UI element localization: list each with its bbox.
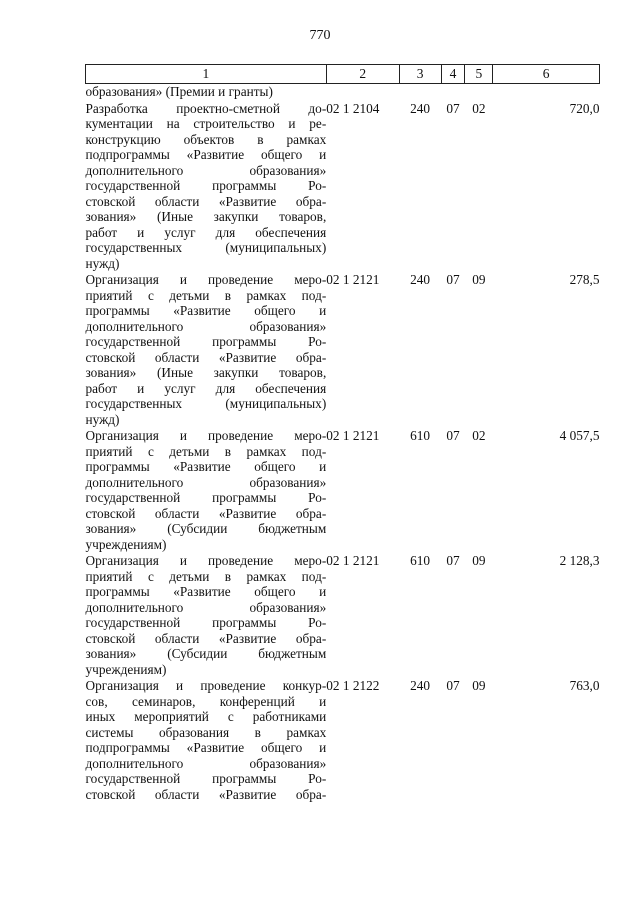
amount: 720,0 bbox=[569, 100, 600, 116]
row-description bbox=[86, 677, 327, 802]
target-article-code: 02 1 2121 bbox=[326, 428, 380, 443]
section-code: 07 bbox=[446, 553, 460, 568]
description-line: системы образования в рамках bbox=[85, 724, 327, 740]
table-row bbox=[86, 677, 600, 802]
section-code: 07 bbox=[446, 272, 460, 287]
description-line: подпрограммы «Развитие общего и bbox=[85, 147, 327, 162]
column-header-3: 3 bbox=[399, 65, 441, 84]
description-line: приятий с детьми в рамках под- bbox=[85, 568, 327, 584]
description-line: программы «Развитие общего и bbox=[85, 459, 327, 474]
expense-type-code: 240 bbox=[410, 272, 431, 287]
description-line: работ и услуг для обеспечения bbox=[85, 380, 327, 396]
description-line: нужд) bbox=[85, 255, 120, 271]
continuation-text: образования» (Премии и гранты) bbox=[85, 84, 273, 99]
amount: 4 057,5 bbox=[559, 428, 600, 443]
description-line: дополнительного образования» bbox=[85, 755, 327, 771]
description-line: государственной программы Ро- bbox=[85, 490, 327, 505]
description-line: учреждениям) bbox=[85, 661, 167, 677]
column-header-2: 2 bbox=[326, 65, 399, 84]
column-header-1: 1 bbox=[86, 65, 327, 84]
description-line: государственной программы Ро- bbox=[85, 178, 327, 193]
subsection-code: 09 bbox=[472, 678, 486, 693]
amount: 278,5 bbox=[569, 272, 600, 287]
table-row bbox=[86, 271, 600, 427]
description-line: зования» (Субсидии бюджетным bbox=[85, 646, 327, 661]
target-article-code: 02 1 2104 bbox=[326, 100, 380, 116]
description-line: кументации на строительство и ре- bbox=[85, 116, 327, 131]
description-line: Организация и проведение меро- bbox=[85, 553, 327, 568]
row-description bbox=[86, 271, 327, 427]
description-line: стовской области «Развитие обра- bbox=[85, 630, 327, 646]
table-row bbox=[86, 100, 600, 272]
amount: 2 128,3 bbox=[559, 553, 600, 568]
description-line: дополнительного образования» bbox=[85, 162, 327, 178]
description-line: стовской области «Развитие обра- bbox=[85, 505, 327, 521]
column-header-6: 6 bbox=[493, 65, 600, 84]
column-header-5: 5 bbox=[465, 65, 493, 84]
continuation-row bbox=[86, 84, 600, 100]
description-line: государственных (муниципальных) bbox=[85, 396, 327, 411]
description-line: учреждениям) bbox=[85, 536, 167, 552]
row-description bbox=[86, 427, 327, 552]
section-code: 07 bbox=[446, 428, 460, 443]
description-line: государственных (муниципальных) bbox=[85, 240, 327, 255]
subsection-code: 09 bbox=[472, 272, 486, 287]
description-line: сов, семинаров, конференций и bbox=[85, 693, 327, 709]
column-header-4: 4 bbox=[441, 65, 465, 84]
description-line: работ и услуг для обеспечения bbox=[85, 224, 327, 240]
description-line: дополнительного образования» bbox=[85, 318, 327, 334]
description-line: нужд) bbox=[85, 411, 120, 427]
section-code: 07 bbox=[446, 100, 460, 116]
description-line: зования» (Иные закупки товаров, bbox=[85, 209, 327, 224]
description-line: стовской области «Развитие обра- bbox=[85, 786, 327, 802]
description-line: государственной программы Ро- bbox=[85, 334, 327, 349]
budget-table bbox=[85, 64, 600, 802]
expense-type-code: 240 bbox=[410, 678, 431, 693]
description-line: программы «Развитие общего и bbox=[85, 303, 327, 318]
description-line: Организация и проведение меро- bbox=[85, 272, 327, 287]
description-line: программы «Развитие общего и bbox=[85, 584, 327, 599]
description-line: государственной программы Ро- bbox=[85, 615, 327, 630]
subsection-code: 02 bbox=[472, 428, 486, 443]
row-description bbox=[86, 552, 327, 677]
description-line: подпрограммы «Развитие общего и bbox=[85, 740, 327, 755]
table-row bbox=[86, 552, 600, 677]
description-line: приятий с детьми в рамках под- bbox=[85, 443, 327, 459]
subsection-code: 02 bbox=[472, 100, 486, 116]
expense-type-code: 240 bbox=[410, 100, 431, 116]
amount: 763,0 bbox=[569, 678, 600, 693]
description-line: Разработка проектно-сметной до- bbox=[85, 100, 327, 116]
subsection-code: 09 bbox=[472, 553, 486, 568]
target-article-code: 02 1 2121 bbox=[326, 553, 380, 568]
expense-type-code: 610 bbox=[410, 428, 431, 443]
description-line: дополнительного образования» bbox=[85, 474, 327, 490]
description-line: конструкцию объектов в рамках bbox=[85, 131, 327, 147]
page-number: 770 bbox=[309, 28, 331, 43]
description-line: государственной программы Ро- bbox=[85, 771, 327, 786]
description-line: иных мероприятий с работниками bbox=[85, 709, 327, 724]
description-line: дополнительного образования» bbox=[85, 599, 327, 615]
table-row bbox=[86, 427, 600, 552]
expense-type-code: 610 bbox=[410, 553, 431, 568]
description-line: зования» (Субсидии бюджетным bbox=[85, 521, 327, 536]
description-line: Организация и проведение меро- bbox=[85, 428, 327, 443]
section-code: 07 bbox=[446, 678, 460, 693]
description-line: зования» (Иные закупки товаров, bbox=[85, 365, 327, 380]
description-line: стовской области «Развитие обра- bbox=[85, 193, 327, 209]
row-description bbox=[86, 100, 327, 272]
description-line: стовской области «Развитие обра- bbox=[85, 349, 327, 365]
description-line: Организация и проведение конкур- bbox=[85, 678, 327, 693]
target-article-code: 02 1 2122 bbox=[326, 678, 380, 693]
description-line: приятий с детьми в рамках под- bbox=[85, 287, 327, 303]
target-article-code: 02 1 2121 bbox=[326, 272, 380, 287]
table-header-row bbox=[86, 65, 600, 84]
